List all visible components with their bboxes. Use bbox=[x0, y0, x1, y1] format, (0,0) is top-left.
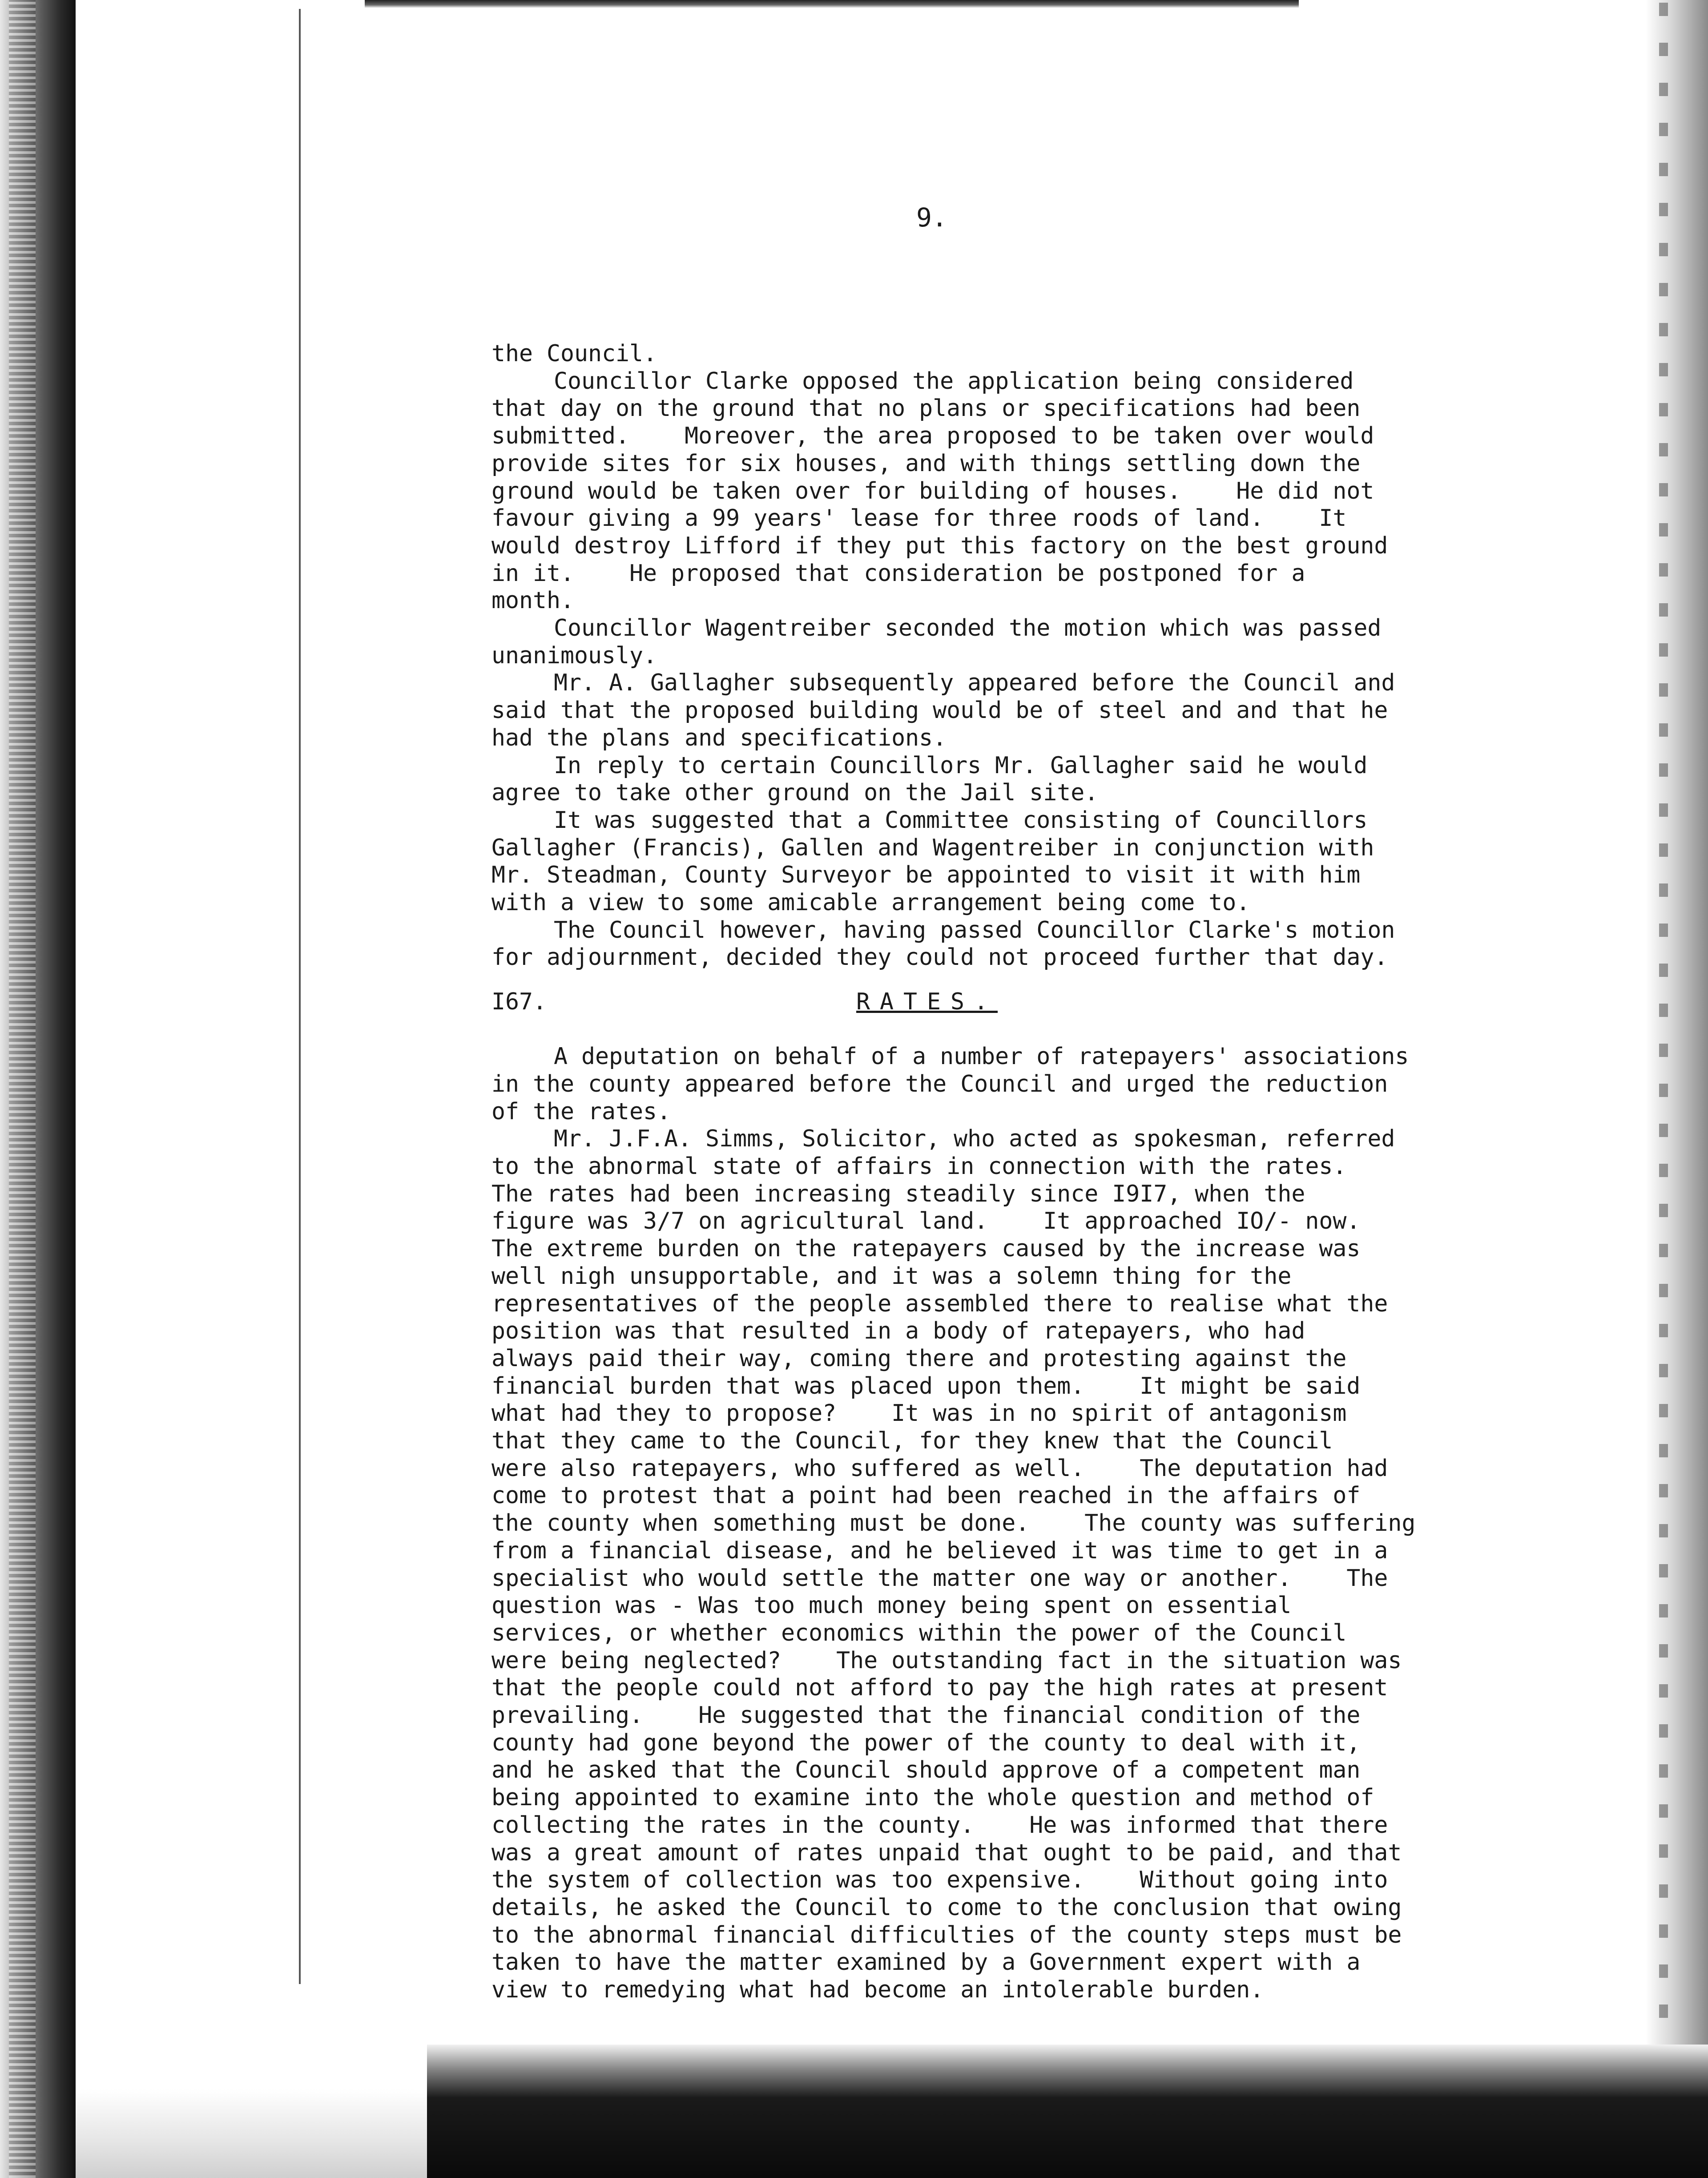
line: Councillor Wagentreiber seconded the motion which was passed bbox=[554, 615, 1382, 642]
line: would destroy Lifford if they put this factory on the best ground bbox=[491, 532, 1388, 559]
item-title: RATES. bbox=[856, 988, 998, 1016]
line: Councillor Clarke opposed the application being considered bbox=[554, 367, 1354, 395]
line: county had gone beyond the power of the county to deal with it, bbox=[491, 1729, 1361, 1756]
line: always paid their way, coming there and protesting against the bbox=[491, 1345, 1347, 1372]
line: to the abnormal financial difficulties of the county steps must be bbox=[491, 1921, 1402, 1948]
line: specialist who would settle the matter one way or another. The bbox=[491, 1565, 1388, 1592]
item-header bbox=[491, 988, 1581, 1043]
line: what had they to propose? It was in no spirit of antagonism bbox=[491, 1400, 1347, 1427]
scan-top-edge bbox=[365, 0, 1299, 8]
line: Mr. Steadman, County Surveyor be appointed to visit it with him bbox=[491, 862, 1361, 889]
line: that the people could not afford to pay the high rates at present bbox=[491, 1674, 1388, 1702]
line: Mr. J.F.A. Simms, Solicitor, who acted as spokesman, referred bbox=[554, 1125, 1395, 1153]
line: services, or whether economics within the power of the Council bbox=[491, 1619, 1347, 1646]
line: were also ratepayers, who suffered as well. The deputation had bbox=[491, 1455, 1388, 1482]
line: question was - Was too much money being spent on essential bbox=[491, 1592, 1292, 1619]
line: that day on the ground that no plans or specifications had been bbox=[491, 395, 1361, 422]
line: being appointed to examine into the whole question and method of bbox=[491, 1784, 1374, 1811]
line: was a great amount of rates unpaid that ought to be paid, and that bbox=[491, 1839, 1402, 1866]
line: submitted. Moreover, the area proposed to be taken over would bbox=[491, 423, 1374, 450]
line: details, he asked the Council to come to the conclusion that owing bbox=[491, 1894, 1402, 1921]
line: the system of collection was too expensive. Without going into bbox=[491, 1867, 1388, 1894]
line: of the rates. bbox=[491, 1098, 671, 1125]
scan-left-edge bbox=[0, 0, 76, 2178]
binding-margin-line bbox=[299, 9, 301, 1984]
line: financial burden that was placed upon them. It might be said bbox=[491, 1372, 1361, 1400]
line: prevailing. He suggested that the financial condition of the bbox=[491, 1702, 1361, 1729]
line: for adjournment, decided they could not proceed further that day. bbox=[491, 944, 1388, 971]
line: taken to have the matter examined by a Government expert with a bbox=[491, 1949, 1361, 1976]
line: figure was 3/7 on agricultural land. It approached IO/- now. bbox=[491, 1208, 1361, 1235]
page-number: 9. bbox=[916, 202, 947, 233]
scan-bottom-edge bbox=[427, 2045, 1708, 2178]
line: In reply to certain Councillors Mr. Gallagher said he would bbox=[554, 752, 1368, 779]
item-number: I67. bbox=[491, 988, 547, 1016]
line: ground would be taken over for building of houses. He did not bbox=[491, 477, 1374, 504]
line: the Council. bbox=[491, 340, 657, 367]
line: had the plans and specifications. bbox=[491, 724, 947, 751]
line: were being neglected? The outstanding fact in the situation was bbox=[491, 1647, 1402, 1674]
line: collecting the rates in the county. He was informed that there bbox=[491, 1811, 1388, 1839]
line: provide sites for six houses, and with things settling down the bbox=[491, 450, 1361, 477]
line: to the abnormal state of affairs in connection with the rates. bbox=[491, 1153, 1347, 1180]
line: It was suggested that a Committee consisting of Councillors bbox=[554, 807, 1368, 834]
line: The rates had been increasing steadily since I9I7, when the bbox=[491, 1180, 1305, 1207]
line: in it. He proposed that consideration be postponed for a bbox=[491, 560, 1305, 587]
line: agree to take other ground on the Jail site. bbox=[491, 779, 1099, 807]
line: and he asked that the Council should approve of a competent man bbox=[491, 1757, 1361, 1784]
line: The Council however, having passed Councillor Clarke's motion bbox=[554, 916, 1395, 944]
line: in the county appeared before the Council and urged the reduction bbox=[491, 1070, 1388, 1097]
scan-bottom-shade bbox=[76, 2089, 427, 2178]
line: said that the proposed building would be of steel and and that he bbox=[491, 697, 1388, 724]
line: the county when something must be done. The county was suffering bbox=[491, 1510, 1416, 1537]
line: The extreme burden on the ratepayers caused by the increase was bbox=[491, 1235, 1361, 1262]
line: that they came to the Council, for they knew that the Council bbox=[491, 1428, 1333, 1455]
line: A deputation on behalf of a number of ratepayers' associations bbox=[554, 1043, 1409, 1070]
line: from a financial disease, and he believed it was time to get in a bbox=[491, 1537, 1388, 1564]
line: month. bbox=[491, 587, 575, 614]
line: view to remedying what had become an intolerable burden. bbox=[491, 1976, 1264, 2004]
line: with a view to some amicable arrangement being come to. bbox=[491, 889, 1250, 916]
line: Mr. A. Gallagher subsequently appeared before the Council and bbox=[554, 670, 1395, 697]
line: Gallagher (Francis), Gallen and Wagentreiber in conjunction with bbox=[491, 834, 1374, 861]
line: unanimously. bbox=[491, 642, 657, 669]
line: position was that resulted in a body of ratepayers, who had bbox=[491, 1318, 1305, 1345]
line: come to protest that a point had been reached in the affairs of bbox=[491, 1482, 1361, 1509]
line: representatives of the people assembled there to realise what the bbox=[491, 1290, 1388, 1317]
line: favour giving a 99 years' lease for three roods of land. It bbox=[491, 505, 1347, 532]
page-body bbox=[491, 340, 1581, 2004]
line: well nigh unsupportable, and it was a solemn thing for the bbox=[491, 1262, 1292, 1290]
scan-right-edge bbox=[1646, 0, 1708, 2178]
